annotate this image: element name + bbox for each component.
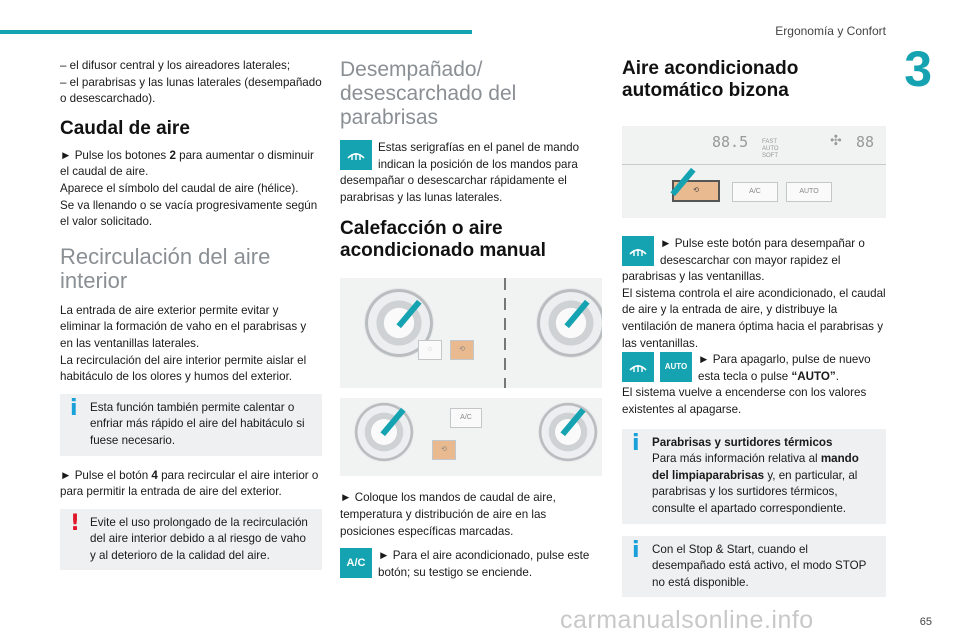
info-note (60, 394, 322, 456)
defrost-paragraph: Estas serigrafías en el panel de mando indican la posición de los mandos para desempañar o desescarchar rápidamente el parabrisas y las lunas laterales. (340, 141, 580, 204)
info-note-2 (622, 429, 886, 524)
panel-display-left: 88.5 (712, 133, 749, 151)
manual-panel-figure-1 (340, 278, 602, 388)
auto-panel-figure (622, 126, 886, 218)
auto-icon: AUTO (660, 352, 692, 382)
recirc-paragraph-1: La entrada de aire exterior permite evitar y eliminar la formación de vaho en el parabrisas y en las ventanillas laterales. (60, 303, 307, 350)
column-1 (60, 58, 322, 582)
manual-paragraph: ► Coloque los mandos de caudal de aire, temperatura y distribución de aire en las posiciones específicas marcadas. (340, 491, 556, 538)
panel-display-right: 88 (856, 133, 875, 151)
info-icon-3: i (632, 537, 640, 563)
auto-paragraph-2: El sistema controla el aire acondicionado, el caudal de aire y la entrada de aire, y distribuye la ventilación de manera óptima hacia el parabrisas y las ventanillas. (622, 286, 886, 350)
manual-heading: Calefacción o aire acondicionado manual (340, 218, 546, 262)
caudal-text-a: ► Pulse los botones (60, 148, 170, 162)
panel-ac-button: A/C (732, 182, 778, 202)
auto-defrost-panel-button: ⟲ (672, 180, 720, 202)
defrost-heading: Desempañado/ desescarchado del parabrisas (340, 58, 517, 129)
info-note-3 (622, 536, 886, 598)
watermark: carmanualsonline.info (560, 606, 814, 634)
auto-text-a: ► Para apagarlo, pulse de nuevo esta tecla o pulse (698, 353, 871, 383)
caudal-paragraph-2: Aparece el símbolo del caudal de aire (hélice). (60, 181, 299, 195)
windshield-defrost-icon-2 (622, 236, 654, 266)
caudal-paragraph-3: Se va llenando o se vacía progresivamente según el valor solicitado. (60, 198, 318, 229)
auto-paragraph-1: ► Pulse este botón para desempañar o desescarchar con mayor rapidez el parabrisas y las ventanillas. (622, 237, 865, 284)
manual-panel-figure-2 (340, 398, 602, 476)
recirc-paragraph-3 (60, 468, 322, 501)
ac-icon: A/C (340, 548, 372, 578)
chapter-number: 3 (904, 41, 932, 97)
page-number: 65 (919, 616, 932, 628)
recirc-button-number: 4 (151, 468, 158, 482)
caudal-text-c: para aumentar o disminuir el caudal de aire. (60, 148, 314, 179)
panel-divider (622, 164, 886, 165)
column-2 (340, 58, 602, 581)
caudal-paragraph (60, 148, 322, 181)
panel-auto-button: AUTO (786, 182, 832, 202)
info-note-2-title: Parabrisas y surtidores térmicos (652, 435, 833, 449)
panel-label-soft: SOFT (762, 153, 778, 159)
warning-note (60, 509, 322, 571)
intro-line-2: – el parabrisas y las lunas laterales (desempañado o desescarchado). (60, 75, 322, 106)
auto-paragraph-3 (698, 353, 871, 383)
auto-paragraph-4: El sistema vuelve a encenderse con los valores existentes al apagarse. (622, 386, 867, 416)
windshield-defrost-icon-3 (622, 352, 654, 382)
recirc-text-c: para recircular el aire interior o para permitir la entrada de aire del exterior. (60, 468, 319, 499)
section-title: Ergonomía y Confort (775, 24, 886, 38)
intro-line-1: – el difusor central y los aireadores laterales; (60, 59, 291, 72)
info-icon-2: i (632, 430, 640, 456)
recirc-heading: Recirculación del aire interior (60, 243, 271, 293)
defrost-panel-button: ◌ (418, 340, 442, 360)
defrost-row (340, 140, 602, 206)
panel-label-fast: FAST (762, 139, 778, 145)
warning-icon: ! (70, 510, 81, 536)
info-note-2-text-c: y, en particular, al parabrisas y los surtidores térmicos, consulte el apartado correspondiente. (652, 468, 858, 515)
panel-label-auto: AUTO (762, 146, 779, 152)
column-3 (622, 58, 886, 609)
header-accent-bar (0, 30, 472, 34)
caudal-heading: Caudal de aire (60, 117, 190, 139)
defrost-panel-button-2: ⟲ (432, 440, 456, 460)
ac-row (340, 548, 602, 581)
auto-quote: “AUTO” (791, 369, 836, 383)
info-note-text: Esta función también permite calentar o enfriar más rápido el aire del habitáculo si fuese necesario. (90, 400, 305, 447)
auto-heading: Aire acondicionado automático bizona (622, 58, 799, 101)
windshield-defrost-icon (340, 140, 372, 170)
info-note-3-text: Con el Stop & Start, cuando el desempañado está activo, el modo STOP no está disponible. (652, 542, 867, 589)
fan-icon: ✣ (830, 132, 842, 148)
ac-panel-button: A/C (450, 408, 482, 428)
divider-line (504, 278, 506, 388)
recirc-paragraph-2: La recirculación del aire interior permite aislar el habitáculo de los olores y humos del exterior. (60, 353, 307, 384)
recirc-text-a: ► Pulse el botón (60, 468, 152, 482)
info-note-2-text-a: Para más información relativa al (652, 452, 821, 466)
warning-note-text: Evite el uso prolongado de la recirculación del aire interior debido a al riesgo de vaho y al deterioro de la calidad del aire. (90, 515, 308, 562)
auto-off-row (622, 352, 886, 385)
auto-text-c: . (835, 369, 839, 383)
info-icon: i (70, 395, 78, 421)
auto-defrost-row (622, 236, 886, 286)
ac-paragraph: ► Para el aire acondicionado, pulse este botón; su testigo se enciende. (378, 549, 590, 579)
recirc-panel-button: ⟲ (450, 340, 474, 360)
caudal-button-number: 2 (169, 148, 176, 162)
info-note-2-text-b: mando del limpiaparabrisas (652, 452, 859, 482)
